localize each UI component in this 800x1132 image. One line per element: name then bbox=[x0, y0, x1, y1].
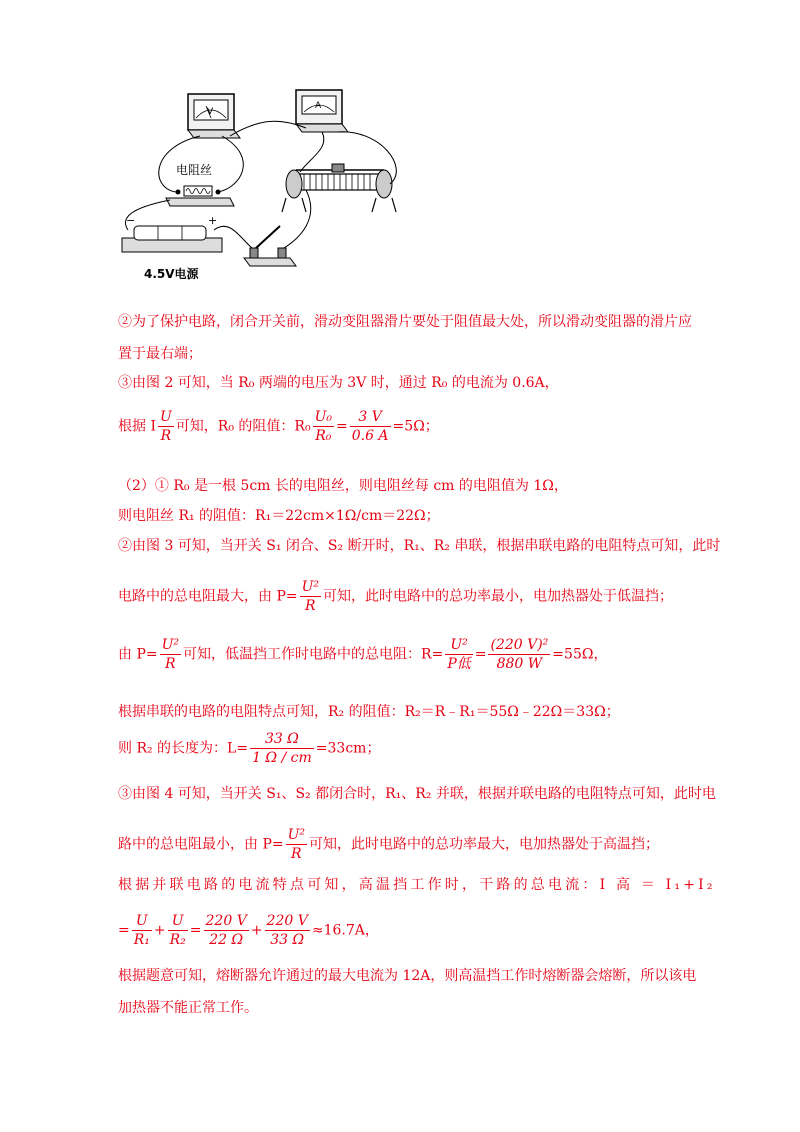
solution-line: ③由图 2 可知，当 R₀ 两端的电压为 3V 时，通过 R₀ 的电流为 0.6A， bbox=[118, 375, 559, 391]
formula-line: = $\frac{U}{\text{R₁}}$ + $\frac{U}{\text{R₂}}$ = $\frac{220 V}{22 \Omega}$ + $\frac{220 V}{33 \Omega}$ ≈16.7A， bbox=[118, 913, 379, 948]
ammeter-icon bbox=[296, 90, 348, 132]
fraction: $\frac{3 V}{0.6 A}$ bbox=[351, 409, 389, 444]
resistor-label: 电阻丝 bbox=[176, 163, 213, 177]
switch-icon bbox=[244, 226, 296, 266]
resistor-board-icon bbox=[166, 162, 234, 206]
fraction: $\frac{U}{\text{R₂}}$ bbox=[169, 913, 186, 948]
solution-line: 根据串联的电路的电阻特点可知，R₂ 的阻值：R₂＝R﹣R₁＝55Ω﹣22Ω＝33Ω； bbox=[118, 704, 620, 720]
solution-line: ③由图 4 可知，当开关 S₁、S₂ 都闭合时，R₁、R₂ 并联，根据并联电路的电阻特点可知，此时电 bbox=[118, 786, 716, 802]
formula-line: 由 P= $\frac{\text{U²}}{R}$ 可知，低温挡工作时电路中的总电阻：R= $\frac{\text{U²}}{\text{P低}}$ = $\frac{\text{(220 V)²}}{880 W}$ =55Ω， bbox=[118, 637, 608, 672]
formula-line: 电路中的总电阻最大，由 P= $\frac{\text{U²}}{R}$ 可知，此时电路中的总功率最小，电加热器处于低温挡； bbox=[118, 579, 674, 614]
source-label: 4.5V电源 bbox=[144, 267, 199, 281]
fraction: $\frac{\text{U²}}{R}$ bbox=[287, 827, 306, 862]
battery-icon bbox=[122, 214, 222, 281]
fraction: $\frac{220 V}{22 \Omega}$ bbox=[205, 913, 247, 948]
circuit-diagram bbox=[110, 88, 410, 288]
fraction: $\frac{\text{U²}}{R}$ bbox=[161, 637, 180, 672]
fraction: $\frac{33 \Omega}{1 \Omega / cm}$ bbox=[252, 731, 312, 766]
fraction: $\frac{220 V}{33 \Omega}$ bbox=[266, 913, 308, 948]
solution-line: 根据题意可知，熔断器允许通过的最大电流为 12A，则高温挡工作时熔断器会熔断，所以该电 bbox=[118, 968, 697, 984]
solution-line: ②为了保护电路，闭合开关前，滑动变阻器滑片要处于阻值最大处，所以滑动变阻器的滑片应 bbox=[118, 314, 692, 330]
solution-line: ②由图 3 可知，当开关 S₁ 闭合、S₂ 断开时，R₁、R₂ 串联，根据串联电路的电阻特点可知，此时 bbox=[118, 538, 721, 554]
solution-line: 置于最右端； bbox=[118, 346, 202, 362]
solution-line: 根据并联电路的电流特点可知，高温挡工作时，干路的总电流：I 高 ＝ I₁+I₂ bbox=[118, 877, 716, 893]
fraction: $\frac{\text{U₀}}{\text{R₀}}$ bbox=[314, 409, 332, 444]
rheostat-icon bbox=[282, 164, 396, 212]
fraction: $\frac{\text{U²}}{R}$ bbox=[301, 579, 320, 614]
minus-terminal: − bbox=[126, 214, 136, 227]
fraction: $\frac{U}{\text{R₁}}$ bbox=[133, 913, 150, 948]
voltmeter-label: V bbox=[207, 107, 214, 117]
ammeter-label: A bbox=[315, 101, 322, 111]
fraction: $\frac{\text{(220 V)²}}{880 W}$ bbox=[490, 637, 549, 672]
solution-line: 加热器不能正常工作。 bbox=[118, 1000, 258, 1016]
formula-line: 则 R₂ 的长度为：L= $\frac{33 \Omega}{1 \Omega / cm}$ =33cm； bbox=[118, 731, 381, 766]
fraction: $\frac{U}{R}$ bbox=[159, 409, 172, 444]
plus-terminal: + bbox=[208, 214, 218, 227]
solution-line: （2）① R₀ 是一根 5cm 长的电阻丝，则电阻丝每 cm 的电阻值为 1Ω， bbox=[118, 478, 568, 494]
fraction: $\frac{\text{U²}}{\text{P低}}$ bbox=[447, 637, 471, 672]
formula-line: 路中的总电阻最小，由 P= $\frac{\text{U²}}{R}$ 可知，此时电路中的总功率最大，电加热器处于高温挡； bbox=[118, 827, 660, 862]
formula-line: 根据 I $\frac{U}{R}$ 可知，R₀ 的阻值：R₀ $\frac{\text{U₀}}{\text{R₀}}$ = $\frac{3 V}{0.6 A}$ =5Ω； bbox=[118, 409, 439, 444]
solution-line: 则电阻丝 R₁ 的阻值：R₁＝22cm×1Ω/cm＝22Ω； bbox=[118, 508, 440, 524]
voltmeter-icon bbox=[188, 94, 240, 138]
